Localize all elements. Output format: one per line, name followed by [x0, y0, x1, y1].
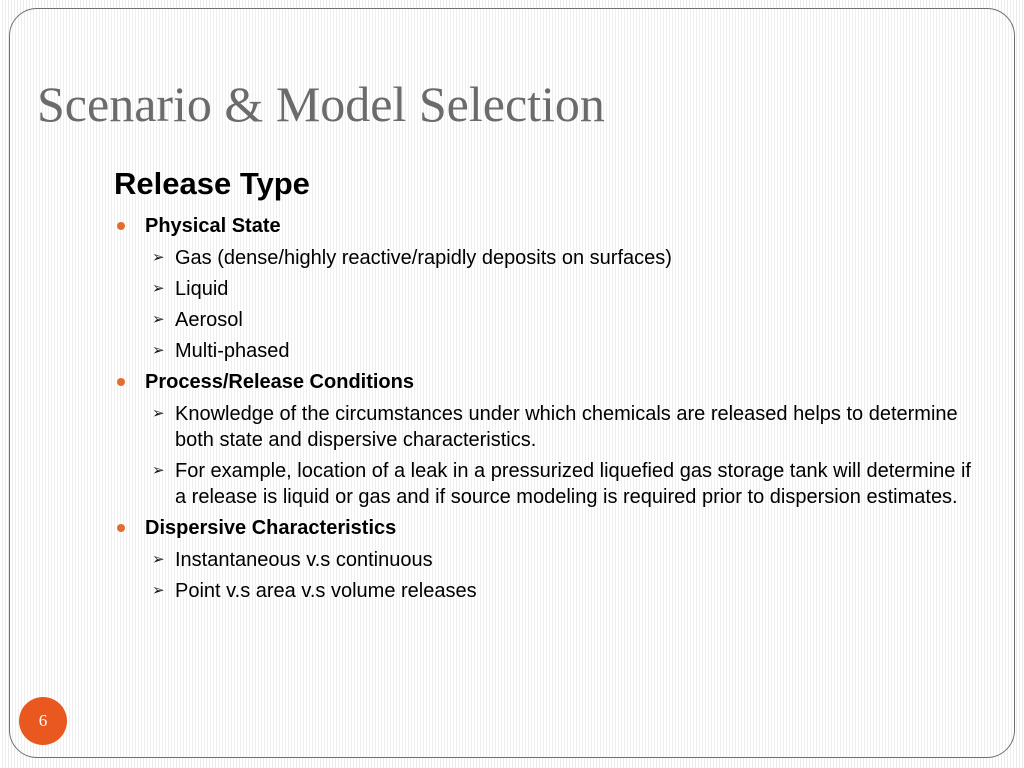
bullet-label: Physical State — [145, 215, 281, 237]
sub-bullet-item — [114, 547, 974, 573]
arrow-bullet-icon: ➢ — [152, 342, 165, 359]
sub-bullet-item — [114, 458, 974, 510]
sub-bullet-text: Knowledge of the circumstances under which chemicals are released helps to determine both state and dispersive characteristics. — [175, 403, 958, 451]
page-number-badge: 6 — [19, 697, 67, 745]
sub-bullet-item — [114, 307, 974, 333]
sub-bullet-text: Liquid — [175, 278, 229, 300]
slide-title: Scenario & Model Selection — [37, 76, 605, 132]
sub-bullet-text: Aerosol — [175, 309, 243, 331]
arrow-bullet-icon: ➢ — [152, 280, 165, 297]
sub-bullet-text: Multi-phased — [175, 340, 290, 362]
sub-bullet-item — [114, 338, 974, 364]
bullet-label: Process/Release Conditions — [145, 371, 414, 393]
slide-content — [114, 160, 974, 604]
section-heading: Release Type — [114, 166, 310, 201]
bullet-process-release-conditions — [114, 368, 974, 396]
circle-bullet-icon — [117, 524, 125, 532]
sub-bullet-item — [114, 245, 974, 271]
circle-bullet-icon — [117, 222, 125, 230]
arrow-bullet-icon: ➢ — [152, 311, 165, 328]
sub-bullet-text: For example, location of a leak in a pressurized liquefied gas storage tank will determine if a release is liquid or gas and if source modeling is required prior to dispersion estimates. — [175, 460, 971, 508]
sub-bullet-item — [114, 401, 974, 453]
arrow-bullet-icon: ➢ — [152, 249, 165, 266]
circle-bullet-icon — [117, 378, 125, 386]
arrow-bullet-icon: ➢ — [152, 405, 165, 422]
arrow-bullet-icon: ➢ — [152, 582, 165, 599]
sub-bullet-text: Point v.s area v.s volume releases — [175, 580, 477, 602]
sub-bullet-text: Instantaneous v.s continuous — [175, 549, 433, 571]
bullet-label: Dispersive Characteristics — [145, 517, 397, 539]
arrow-bullet-icon: ➢ — [152, 551, 165, 568]
sub-bullet-text: Gas (dense/highly reactive/rapidly deposits on surfaces) — [175, 247, 672, 269]
bullet-dispersive-characteristics — [114, 514, 974, 542]
bullet-physical-state — [114, 212, 974, 240]
sub-bullet-item — [114, 578, 974, 604]
sub-bullet-item — [114, 276, 974, 302]
arrow-bullet-icon: ➢ — [152, 462, 165, 479]
